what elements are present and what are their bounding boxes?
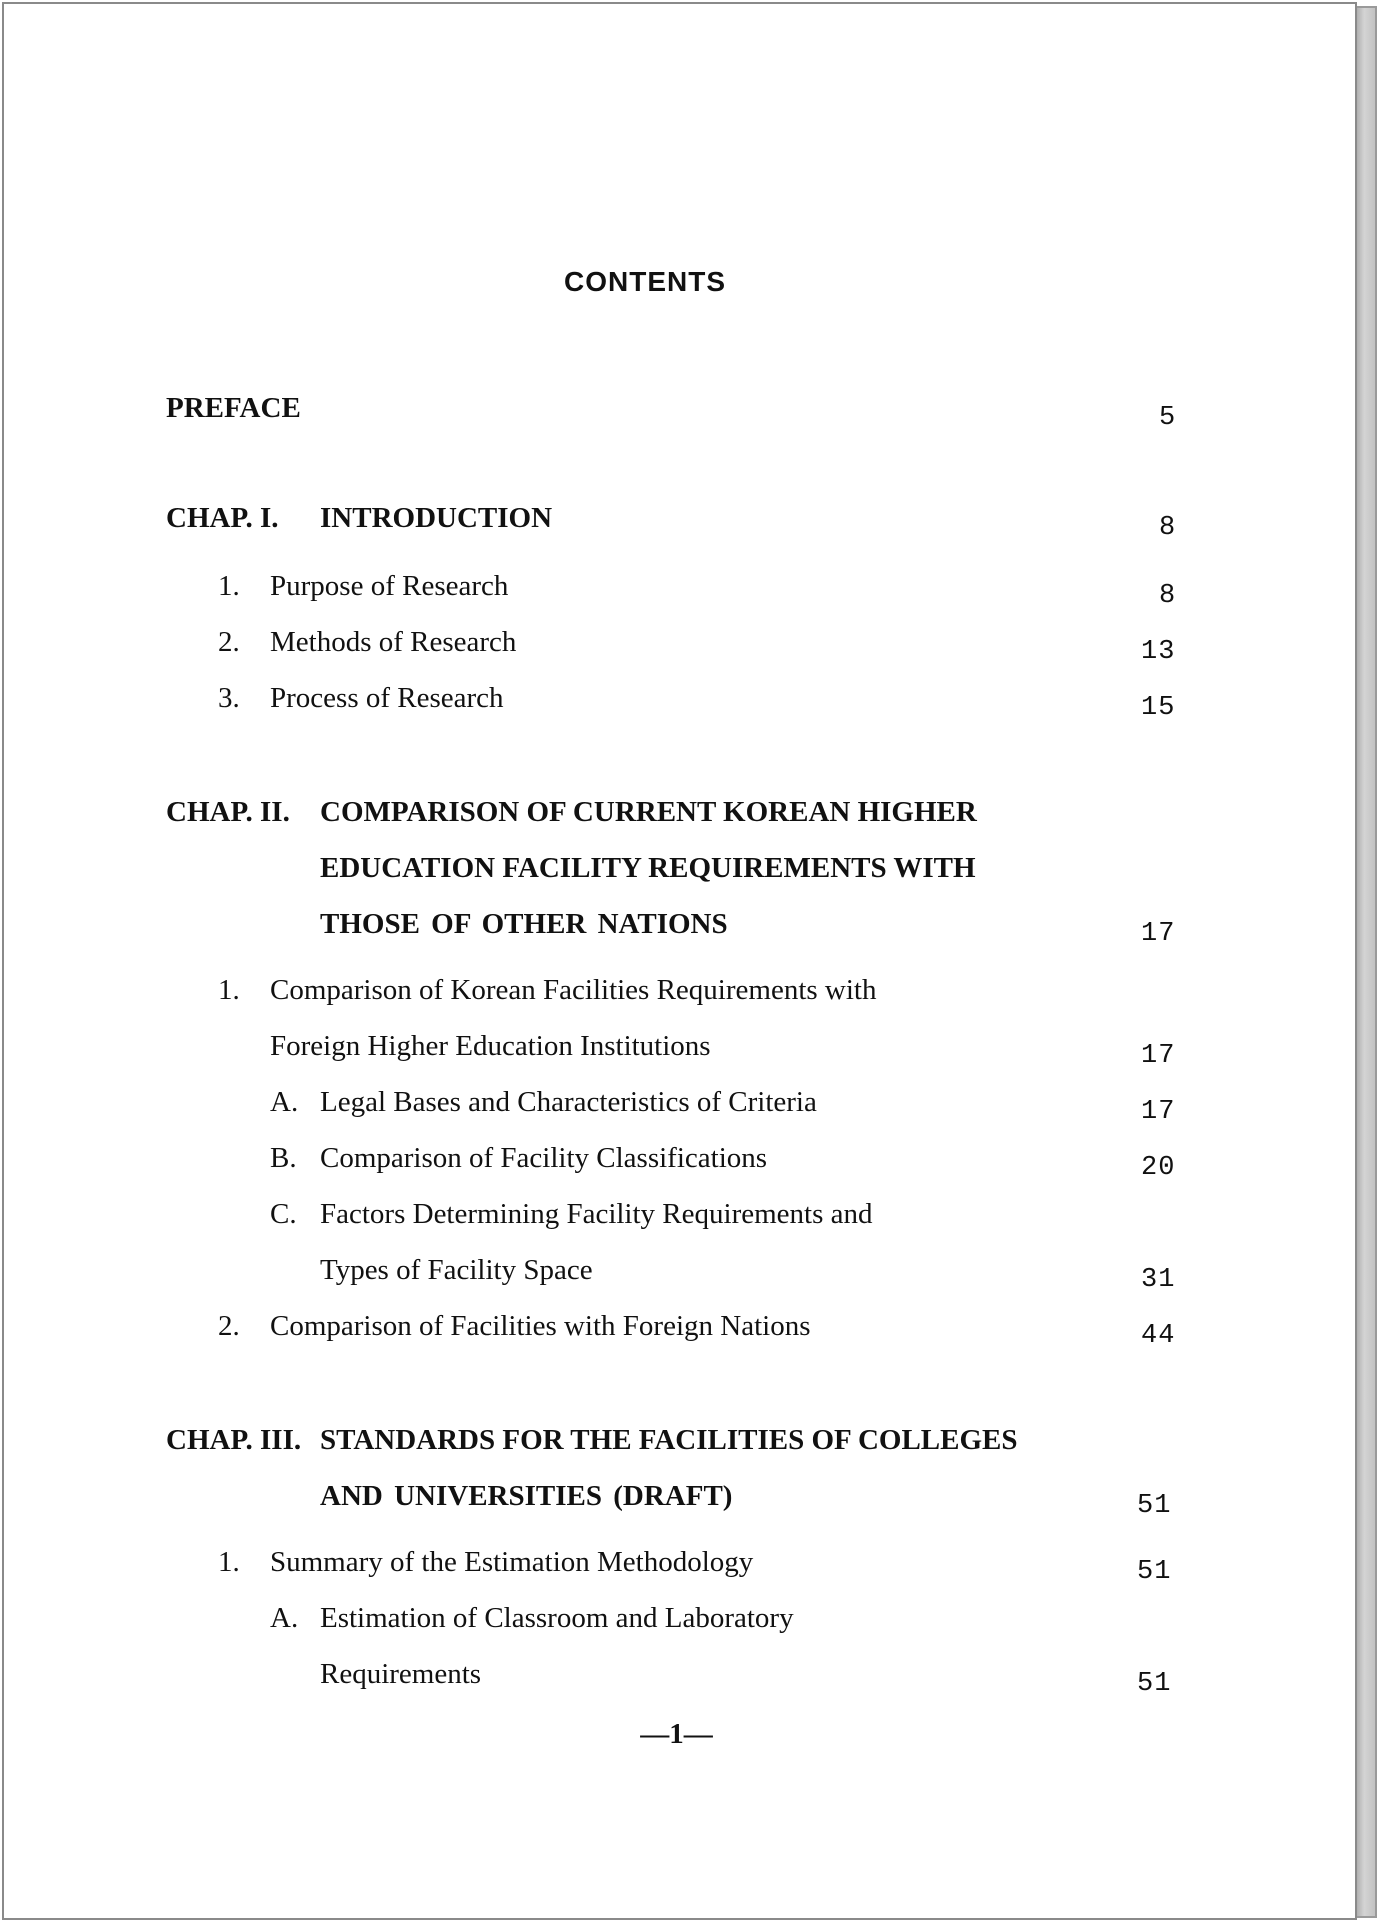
toc-chapter-title: AND UNIVERSITIES (DRAFT)	[320, 1480, 733, 1512]
toc-section-number: 2.	[218, 1310, 240, 1342]
toc-chapter-number: CHAP. I.	[166, 502, 279, 534]
toc-subsection-title: Types of Facility Space	[320, 1254, 593, 1286]
toc-page-number: 8	[1159, 581, 1177, 611]
toc-page-number: 17	[1141, 919, 1176, 949]
toc-chapter-title: EDUCATION FACILITY REQUIREMENTS WITH	[320, 852, 976, 884]
toc-section-number: 1.	[218, 570, 240, 602]
toc-chapter-title: STANDARDS FOR THE FACILITIES OF COLLEGES	[320, 1424, 1018, 1456]
toc-subsection-letter: A.	[270, 1602, 299, 1634]
toc-section-number: 3.	[218, 682, 240, 714]
toc-page-number: 15	[1141, 693, 1176, 723]
toc-page-number: 17	[1141, 1097, 1176, 1127]
toc-page-number: 31	[1141, 1265, 1176, 1295]
toc-chapter-number: CHAP. II.	[166, 796, 290, 828]
toc-page-number: 51	[1137, 1669, 1172, 1699]
toc-subsection-letter: A.	[270, 1086, 299, 1118]
toc-section-number: 1.	[218, 974, 240, 1006]
toc-section-title: Foreign Higher Education Institutions	[270, 1030, 711, 1062]
toc-subsection-title: Legal Bases and Characteristics of Criteria	[320, 1086, 817, 1118]
page-number-footer: —1—	[640, 1718, 713, 1750]
contents-heading: CONTENTS	[564, 266, 726, 297]
toc-page-number: 5	[1159, 403, 1177, 433]
toc-page-number: 13	[1141, 637, 1176, 667]
toc-section-title: Summary of the Estimation Methodology	[270, 1546, 754, 1578]
toc-page-number: 44	[1141, 1321, 1176, 1351]
toc-chapter-title: THOSE OF OTHER NATIONS	[320, 908, 728, 940]
toc-section-number: 1.	[218, 1546, 240, 1578]
toc-subsection-letter: C.	[270, 1198, 297, 1230]
toc-page-number: 20	[1141, 1153, 1176, 1183]
toc-page-number: 8	[1159, 513, 1177, 543]
toc-section-title: Process of Research	[270, 682, 504, 714]
toc-section-number: 2.	[218, 626, 240, 658]
toc-subsection-title: Requirements	[320, 1658, 482, 1690]
toc-subsection-title: Comparison of Facility Classifications	[320, 1142, 768, 1174]
toc-entry-label: PREFACE	[166, 392, 301, 424]
toc-section-title: Comparison of Korean Facilities Requirements with	[270, 974, 877, 1006]
toc-chapter-title: INTRODUCTION	[320, 502, 553, 534]
toc-section-title: Comparison of Facilities with Foreign Nations	[270, 1310, 811, 1342]
toc-chapter-number: CHAP. III.	[166, 1424, 302, 1456]
toc-subsection-title: Estimation of Classroom and Laboratory	[320, 1602, 794, 1634]
toc-page-number: 51	[1137, 1557, 1172, 1587]
toc-subsection-title: Factors Determining Facility Requirements and	[320, 1198, 873, 1230]
toc-section-title: Methods of Research	[270, 626, 517, 658]
toc-chapter-title: COMPARISON OF CURRENT KOREAN HIGHER	[320, 796, 977, 828]
toc-section-title: Purpose of Research	[270, 570, 509, 602]
toc-page-number: 17	[1141, 1041, 1176, 1071]
toc-subsection-letter: B.	[270, 1142, 297, 1174]
toc-page-number: 51	[1137, 1491, 1172, 1521]
